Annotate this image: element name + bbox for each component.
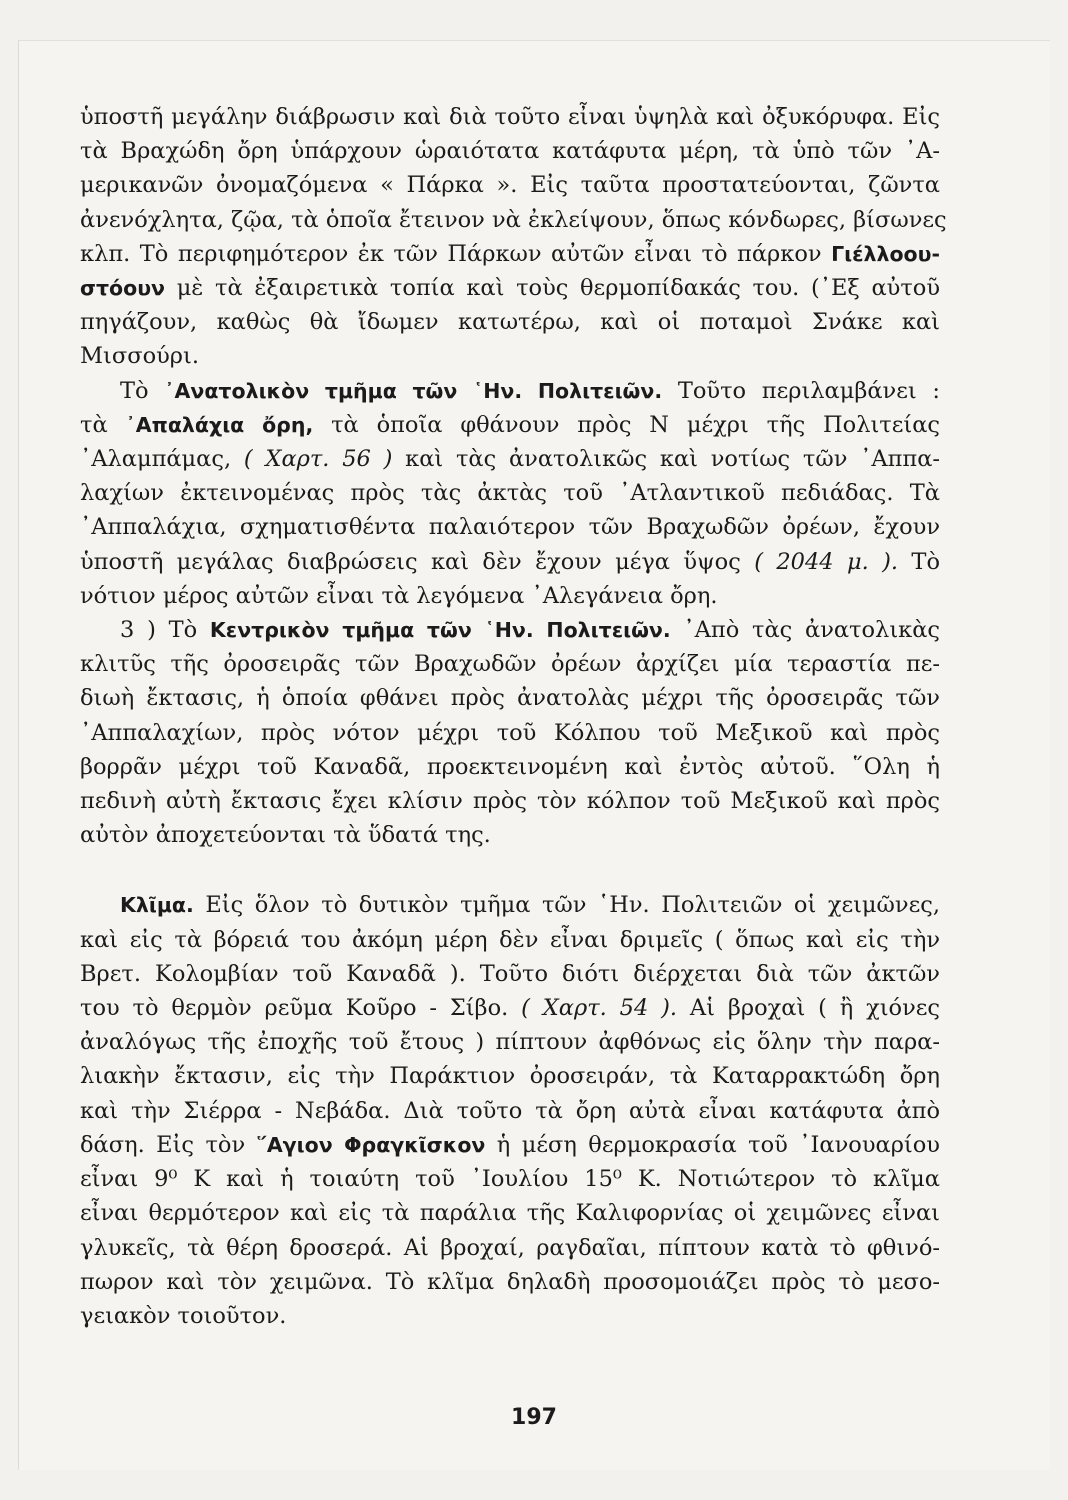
text-line: εἶναι 9⁰ Κ καὶ ἡ τοιαύτη τοῦ ᾽Ιουλίου 15⁰ Κ. Νοτιώτερον τὸ κλῖμα: [80, 1166, 940, 1193]
text-line: τὰ Βραχώδη ὄρη ὑπάρχουν ὡραιότατα κατάφυτα μέρη, τὰ ὑπὸ τῶν ᾽Α-: [80, 138, 940, 165]
section-heading-climate: Κλῖμα.: [120, 893, 194, 918]
elevation-value: ( 2044 μ. ).: [754, 548, 899, 575]
text-line: ἀναλόγως τῆς ἐποχῆς τοῦ ἔτους ) πίπτουν ἀφθόνως εἰς ὅλην τὴν παρα-: [80, 1029, 940, 1056]
section-spacer: [80, 852, 940, 888]
text-line: Τὸ ᾽Ανατολικὸν τμῆμα τῶν ῾Ην. Πολιτειῶν. Τοῦτο περιλαμβάνει :: [120, 377, 940, 404]
text-line: ὑποστῆ μεγάλας διαβρώσεις καὶ δὲν ἔχουν μέγα ὕψος ( 2044 μ. ). Τὸ: [80, 548, 940, 575]
text-line: κλπ. Τὸ περιφημότερον ἐκ τῶν Πάρκων αὐτῶν εἶναι τὸ πάρκον Γιέλλοου-: [80, 240, 940, 267]
section-heading-east: ᾽Ανατολικὸν τμῆμα τῶν ῾Ην. Πολιτειῶν.: [164, 378, 663, 403]
text-line: διωὴ ἔκτασις, ἡ ὁποία φθάνει πρὸς ἀνατολὰς μέχρι τῆς ὀροσειρᾶς τῶν: [80, 685, 940, 712]
text-line: γλυκεῖς, τὰ θέρη δροσερά. Αἱ βροχαί, ραγδαῖαι, πίπτουν κατὰ τὸ φθινό-: [80, 1234, 940, 1261]
text-line: γειακὸν τοιοῦτον.: [80, 1302, 287, 1329]
text-line: αὐτὸν ἀποχετεύονται τὰ ὕδατά της.: [80, 822, 491, 849]
text-line: ᾽Αππαλαχίων, πρὸς νότον μέχρι τοῦ Κόλπου τοῦ Μεξικοῦ καὶ πρὸς: [80, 719, 940, 746]
map-reference: ( Χαρτ. 54 ).: [521, 995, 678, 1022]
text-line: βορρᾶν μέχρι τοῦ Καναδᾶ, προεκτεινομένη καὶ ἐντὸς αὐτοῦ. ῞Ολη ἡ: [80, 753, 940, 780]
text-line: ὑποστῆ μεγάλην διάβρωσιν καὶ διὰ τοῦτο εἶναι ὑψηλὰ καὶ ὀξυκόρυφα. Εἰς: [80, 104, 940, 130]
text-line: 3 ) Τὸ Κεντρικὸν τμῆμα τῶν ῾Ην. Πολιτειῶν. ᾽Απὸ τὰς ἀνατολικὰς: [120, 617, 940, 644]
text-line: στόουν μὲ τὰ ἐξαιρετικὰ τοπία καὶ τοὺς θερμοπίδακάς του. (᾽Εξ αὐτοῦ: [80, 275, 940, 302]
text-line: μερικανῶν ὀνομαζόμενα « Πάρκα ». Εἰς ταῦτα προστατεύονται, ζῶντα: [80, 172, 940, 199]
page-text: [80, 100, 947, 1333]
text-line: ᾽Αλαμπάμας, ( Χαρτ. 56 ) καὶ τὰς ἀνατολικῶς καὶ νοτίως τῶν ᾽Αππα-: [80, 446, 941, 473]
text-line: ᾽Αππαλάχια, σχηματισθέντα παλαιότερον τῶν Βραχωδῶν ὀρέων, ἔχουν: [80, 514, 940, 541]
text-line: πηγάζουν, καθὼς θὰ ἴδωμεν κατωτέρω, καὶ οἱ ποταμοὶ Σνάκε καὶ: [80, 309, 940, 336]
park-name-bold: στόουν: [80, 276, 166, 301]
text-line: κλιτῦς τῆς ὀροσειρᾶς τῶν Βραχωδῶν ὀρέων ἀρχίζει μία τεραστία πε-: [80, 651, 940, 678]
map-reference: ( Χαρτ. 56 ): [243, 446, 393, 473]
page-number: 197: [511, 1405, 557, 1430]
text-line: καὶ τὴν Σιέρρα - Νεβάδα. Διὰ τοῦτο τὰ ὄρη αὐτὰ εἶναι κατάφυτα ἀπὸ: [80, 1097, 940, 1124]
text-line: λιακὴν ἔκτασιν, εἰς τὴν Παράκτιον ὀροσειράν, τὰ Καταρρακτώδη ὄρη: [80, 1063, 940, 1090]
appalachian-mountains-bold: ᾽Απαλάχια ὄρη,: [125, 412, 314, 437]
section-heading-central: Κεντρικὸν τμῆμα τῶν ῾Ην. Πολιτειῶν.: [209, 618, 671, 643]
text-line: του τὸ θερμὸν ρεῦμα Κοῦρο - Σίβο. ( Χαρτ. 54 ). Αἱ βροχαὶ ( ἢ χιόνες: [80, 995, 941, 1022]
text-line: Κλῖμα. Εἰς ὅλον τὸ δυτικὸν τμῆμα τῶν ῾Ην. Πολιτειῶν οἱ χειμῶνες,: [120, 892, 940, 919]
text-line: δάση. Εἰς τὸν ῞Αγιον Φραγκῖσκον ἡ μέση θερμοκρασία τοῦ ᾽Ιανουαρίου: [80, 1131, 940, 1158]
text-line: νότιον μέρος αὐτῶν εἶναι τὰ λεγόμενα ᾽Αλεγάνεια ὄρη.: [80, 582, 718, 609]
park-name-bold: Γιέλλοου-: [831, 241, 940, 266]
text-line: τὰ ᾽Απαλάχια ὄρη, τὰ ὁποῖα φθάνουν πρὸς Ν μέχρι τῆς Πολιτείας: [80, 411, 940, 438]
text-line: Μισσούρι.: [80, 343, 200, 370]
text-line: λαχίων ἐκτεινομένας πρὸς τὰς ἀκτὰς τοῦ ᾽Ατλαντικοῦ πεδιάδας. Τὰ: [80, 480, 940, 507]
text-line: ἀνενόχλητα, ζῷα, τὰ ὁποῖα ἔτεινον νὰ ἐκλείψουν, ὅπως κόνδωρες, βίσωνες: [80, 206, 947, 233]
san-francisco-bold: ῞Αγιον Φραγκῖσκον: [256, 1132, 486, 1157]
text-line: πεδινὴ αὐτὴ ἔκτασις ἔχει κλίσιν πρὸς τὸν κόλπον τοῦ Μεξικοῦ καὶ πρὸς: [80, 788, 940, 815]
text-line: πωρον καὶ τὸν χειμῶνα. Τὸ κλῖμα δηλαδὴ προσομοιάζει πρὸς τὸ μεσο-: [80, 1268, 940, 1295]
text-line: Βρετ. Κολομβίαν τοῦ Καναδᾶ ). Τοῦτο διότι διέρχεται διὰ τῶν ἀκτῶν: [80, 960, 940, 987]
text-line: καὶ εἰς τὰ βόρειά του ἀκόμη μέρη δὲν εἶναι δριμεῖς ( ὅπως καὶ εἰς τὴν: [80, 926, 940, 953]
text-line: εἶναι θερμότερον καὶ εἰς τὰ παράλια τῆς Καλιφορνίας οἱ χειμῶνες εἶναι: [80, 1200, 940, 1227]
